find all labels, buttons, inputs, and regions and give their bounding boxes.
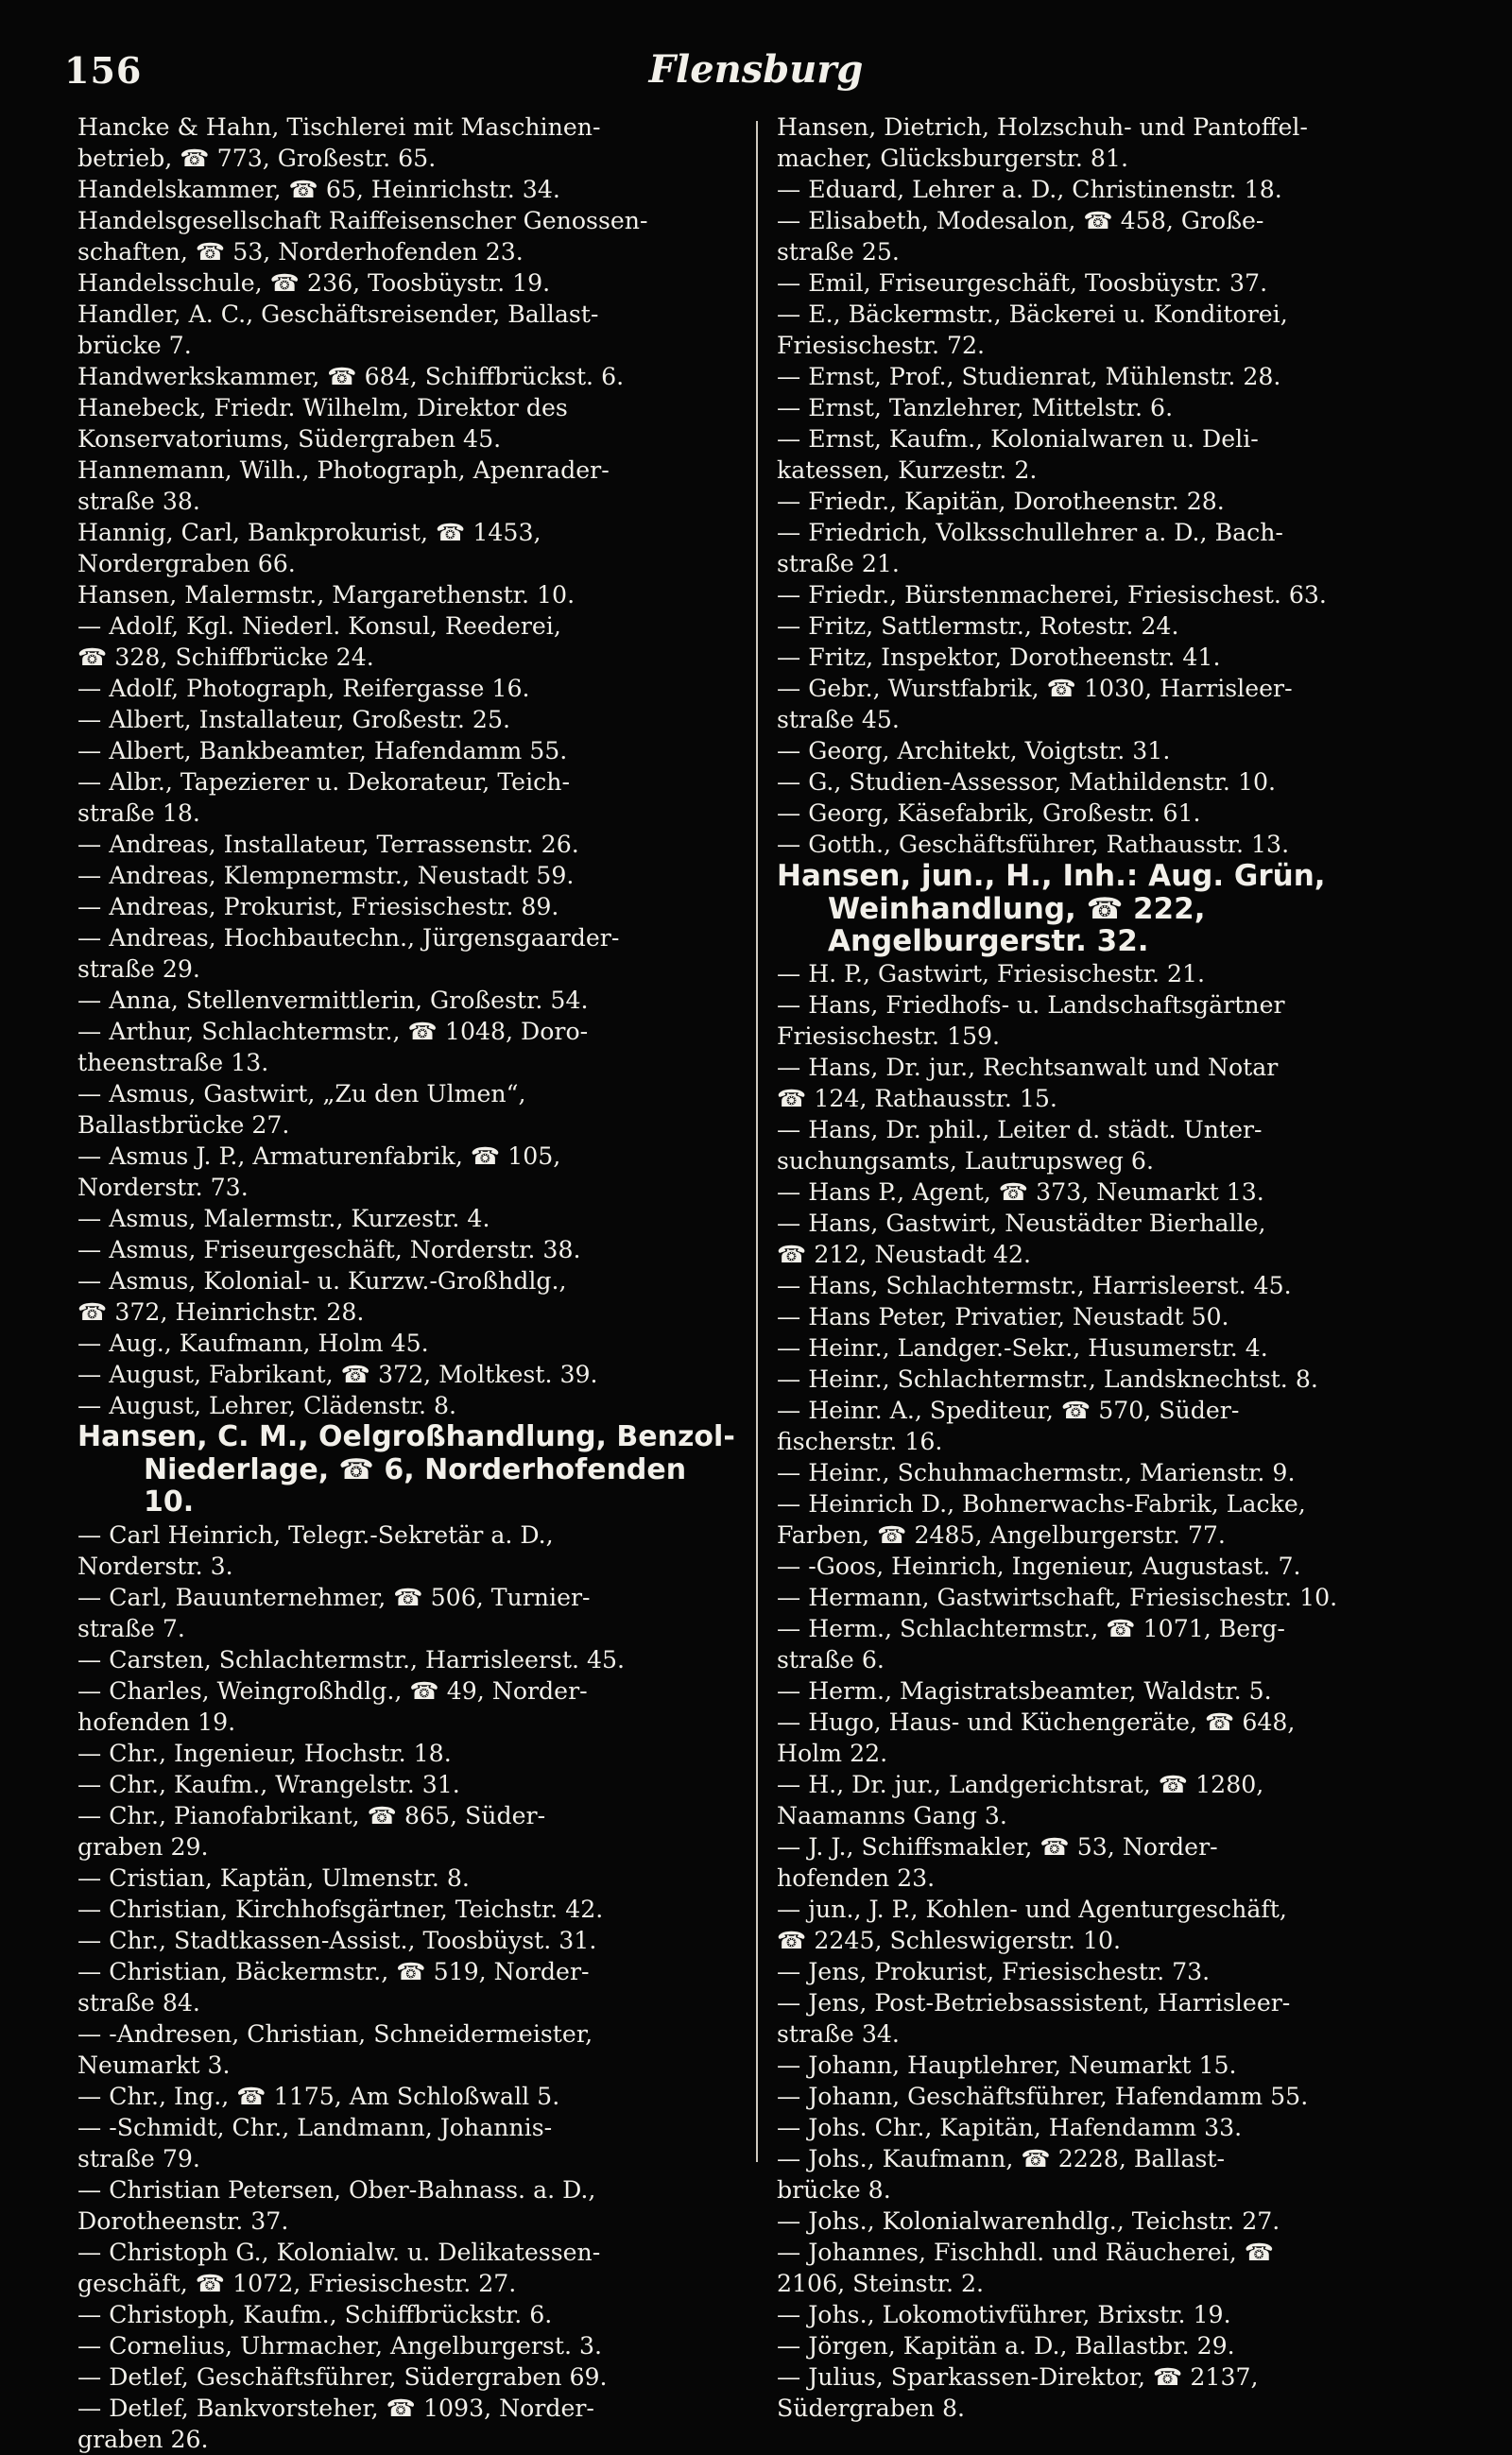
directory-entry: — Hans, Schlachtermstr., Harrisleerst. 45.	[777, 1271, 1292, 1299]
directory-entry: Handelsgesellschaft Raiffeisenscher Genossen-	[77, 207, 648, 234]
directory-entry: Handler, A. C., Geschäftsreisender, Ballast-	[77, 300, 599, 328]
directory-entry: Südergraben 8.	[777, 2394, 966, 2422]
directory-entry: — Ernst, Tanzlehrer, Mittelstr. 6.	[777, 394, 1174, 421]
directory-entry: — Detlef, Bankvorsteher, ☎ 1093, Norder-	[77, 2394, 594, 2422]
directory-entry: brücke 7.	[77, 332, 192, 359]
directory-entry: — -Goos, Heinrich, Ingenieur, Augustast. 7.	[777, 1552, 1301, 1580]
directory-entry: — Fritz, Sattlermstr., Rotestr. 24.	[777, 612, 1179, 640]
directory-entry: — Christoph, Kaufm., Schiffbrückstr. 6.	[77, 2300, 553, 2328]
directory-entry: Dorotheenstr. 37.	[77, 2206, 289, 2235]
directory-entry: — Friedr., Kapitän, Dorotheenstr. 28.	[777, 488, 1225, 515]
directory-entry: brücke 8.	[777, 2175, 891, 2204]
directory-entry: — Cornelius, Uhrmacher, Angelburgerst. 3.	[77, 2331, 603, 2360]
directory-entry: — G., Studien-Assessor, Mathildenstr. 10.	[777, 768, 1276, 796]
directory-entry: — Johs., Kaufmann, ☎ 2228, Ballast-	[777, 2144, 1226, 2172]
directory-entry: — Chr., Kaufm., Wrangelstr. 31.	[77, 1770, 460, 1798]
directory-entry: straße 29.	[77, 955, 200, 983]
directory-entry: betrieb, ☎ 773, Großestr. 65.	[77, 145, 437, 172]
directory-entry: straße 79.	[77, 2144, 200, 2172]
directory-entry: Hancke & Hahn, Tischlerei mit Maschinen-	[77, 113, 601, 141]
directory-entry: hofenden 19.	[77, 1708, 236, 1736]
directory-entry: — Fritz, Inspektor, Dorotheenstr. 41.	[777, 644, 1221, 671]
directory-entry: — Gebr., Wurstfabrik, ☎ 1030, Harrisleer-	[777, 675, 1293, 702]
directory-entry: — Johs., Lokomotivführer, Brixstr. 19.	[777, 2300, 1231, 2328]
directory-entry: — Julius, Sparkassen-Direktor, ☎ 2137,	[777, 2362, 1259, 2391]
directory-entry: — Albert, Installateur, Großestr. 25.	[77, 706, 510, 733]
directory-entry: — Herm., Schlachtermstr., ☎ 1071, Berg-	[777, 1614, 1285, 1642]
directory-entry: — Jörgen, Kapitän a. D., Ballastbr. 29.	[777, 2331, 1235, 2360]
directory-entry: — Georg, Architekt, Voigtstr. 31.	[777, 737, 1171, 764]
directory-entry: Hannig, Carl, Bankprokurist, ☎ 1453,	[77, 519, 541, 546]
directory-entry: Friesischestr. 159.	[777, 1021, 1001, 1050]
directory-entry: ☎ 212, Neustadt 42.	[777, 1240, 1032, 1268]
directory-entry: Naamanns Gang 3.	[777, 1801, 1007, 1829]
directory-entry: — Asmus, Friseurgeschäft, Norderstr. 38.	[77, 1236, 581, 1263]
directory-entry: ☎ 372, Heinrichstr. 28.	[77, 1298, 365, 1326]
directory-entry: macher, Glücksburgerstr. 81.	[777, 145, 1128, 172]
directory-entry: straße 6.	[777, 1645, 885, 1674]
page-number: 156	[64, 49, 143, 92]
directory-entry: — Johann, Hauptlehrer, Neumarkt 15.	[777, 2051, 1237, 2079]
directory-entry: geschäft, ☎ 1072, Friesischestr. 27.	[77, 2269, 517, 2297]
directory-entry: — Friedrich, Volksschullehrer a. D., Bach-	[777, 519, 1283, 546]
directory-entry: — Adolf, Kgl. Niederl. Konsul, Reederei,	[77, 612, 561, 640]
directory-entry: — Albr., Tapezierer u. Dekorateur, Teich-	[77, 768, 570, 796]
directory-entry: — Cristian, Kaptän, Ulmenstr. 8.	[77, 1863, 470, 1892]
left-column	[77, 112, 739, 2453]
directory-entry: — Herm., Magistratsbeamter, Waldstr. 5.	[777, 1676, 1272, 1705]
directory-entry: — Chr., Stadtkassen-Assist., Toosbüyst. 31.	[77, 1926, 597, 1954]
directory-entry: Handwerkskammer, ☎ 684, Schiffbrückst. 6.	[77, 363, 625, 390]
directory-entry: — Georg, Käsefabrik, Großestr. 61.	[777, 799, 1201, 827]
directory-entry: — Carsten, Schlachtermstr., Harrisleerst. 45.	[77, 1645, 626, 1674]
directory-entry: Handelsschule, ☎ 236, Toosbüystr. 19.	[77, 269, 551, 297]
directory-entry: — Gotth., Geschäftsführer, Rathausstr. 13.	[777, 831, 1290, 858]
directory-entry: — Detlef, Geschäftsführer, Südergraben 69.	[77, 2362, 608, 2391]
directory-entry: straße 34.	[777, 2019, 900, 2048]
directory-entry: — -Andresen, Christian, Schneidermeister,	[77, 2019, 593, 2048]
directory-entry: ☎ 124, Rathausstr. 15.	[777, 1084, 1057, 1112]
directory-entry: — Johs. Chr., Kapitän, Hafendamm 33.	[777, 2113, 1243, 2141]
directory-entry: — Eduard, Lehrer a. D., Christinenstr. 18.	[777, 176, 1282, 203]
directory-entry: straße 25.	[777, 238, 900, 266]
directory-entry: — jun., J. P., Kohlen- und Agenturgeschäft,	[777, 1895, 1287, 1923]
directory-entry: — Andreas, Klempnermstr., Neustadt 59.	[77, 862, 575, 889]
directory-entry: Hannemann, Wilh., Photograph, Apenrader-	[77, 456, 610, 484]
directory-entry: theenstraße 13.	[77, 1049, 269, 1076]
directory-entry: Nordergraben 66.	[77, 550, 296, 577]
directory-entry: graben 26.	[77, 2425, 209, 2453]
directory-entry: — Carl Heinrich, Telegr.-Sekretär a. D.,	[77, 1520, 554, 1549]
directory-entry: Holm 22.	[777, 1739, 888, 1767]
directory-entry: — Carl, Bauunternehmer, ☎ 506, Turnier-	[77, 1583, 591, 1611]
directory-entry: Konservatoriums, Südergraben 45.	[77, 425, 502, 453]
directory-entry: — Asmus, Kolonial- u. Kurzw.-Großhdlg.,	[77, 1267, 567, 1295]
directory-entry: — Ernst, Kaufm., Kolonialwaren u. Deli-	[777, 425, 1259, 453]
directory-entry: — Johann, Geschäftsführer, Hafendamm 55.	[777, 2082, 1309, 2110]
directory-entry: Hanebeck, Friedr. Wilhelm, Direktor des	[77, 394, 568, 421]
directory-entry: — August, Lehrer, Clädenstr. 8.	[77, 1392, 457, 1419]
directory-entry: Norderstr. 73.	[77, 1174, 249, 1201]
directory-entry: — Asmus, Gastwirt, „Zu den Ulmen“,	[77, 1080, 526, 1107]
directory-entry: ☎ 328, Schiffbrücke 24.	[77, 644, 374, 671]
directory-entry: Norderstr. 3.	[77, 1552, 233, 1580]
directory-entry: — Hans, Gastwirt, Neustädter Bierhalle,	[777, 1209, 1266, 1237]
directory-entry: — Hermann, Gastwirtschaft, Friesischestr. 10.	[777, 1583, 1338, 1611]
directory-entry: — Friedr., Bürstenmacherei, Friesischest. 63.	[777, 581, 1327, 609]
directory-entry: — Ernst, Prof., Studienrat, Mühlenstr. 28.	[777, 363, 1281, 390]
directory-entry: — Heinr., Schuhmachermstr., Marienstr. 9.	[777, 1458, 1296, 1486]
directory-entry: — J. J., Schiffsmakler, ☎ 53, Norder-	[777, 1832, 1218, 1861]
directory-entry: — H. P., Gastwirt, Friesischestr. 21.	[777, 959, 1206, 987]
directory-entry: graben 29.	[77, 1832, 209, 1861]
directory-entry: — Christian, Bäckermstr., ☎ 519, Norder-	[77, 1957, 590, 1985]
directory-entry: Hansen, Dietrich, Holzschuh- und Pantoffel-	[777, 113, 1308, 141]
directory-entry: — Emil, Friseurgeschäft, Toosbüystr. 37.	[777, 269, 1268, 297]
directory-entry: — Johannes, Fischhdl. und Räucherei, ☎	[777, 2238, 1275, 2266]
directory-entry: — Andreas, Hochbautechn., Jürgensgaarder-	[77, 924, 620, 952]
directory-entry: — Anna, Stellenvermittlerin, Großestr. 54.	[77, 987, 589, 1014]
right-column	[777, 112, 1438, 2422]
directory-entry: 2106, Steinstr. 2.	[777, 2269, 985, 2297]
directory-entry: — Albert, Bankbeamter, Hafendamm 55.	[77, 737, 568, 764]
directory-entry: — H., Dr. jur., Landgerichtsrat, ☎ 1280,	[777, 1770, 1264, 1798]
directory-entry: — -Schmidt, Chr., Landmann, Johannis-	[77, 2113, 553, 2141]
directory-entry: — Hans, Dr. phil., Leiter d. städt. Unter-	[777, 1115, 1263, 1143]
directory-entry: — Heinr., Schlachtermstr., Landsknechtst. 8.	[777, 1365, 1318, 1393]
directory-entry: — Hans P., Agent, ☎ 373, Neumarkt 13.	[777, 1177, 1264, 1206]
directory-entry: — Elisabeth, Modesalon, ☎ 458, Große-	[777, 207, 1264, 234]
directory-entry: Ballastbrücke 27.	[77, 1111, 290, 1139]
directory-entry: — Chr., Pianofabrikant, ☎ 865, Süder-	[77, 1801, 546, 1829]
directory-entry: — Hans, Dr. jur., Rechtsanwalt und Notar	[777, 1053, 1279, 1081]
directory-entry: — Adolf, Photograph, Reifergasse 16.	[77, 675, 530, 702]
directory-entry: — Hans Peter, Privatier, Neustadt 50.	[777, 1302, 1229, 1331]
directory-entry: — Hans, Friedhofs- u. Landschaftsgärtner	[777, 990, 1285, 1019]
directory-entry: — Andreas, Installateur, Terrassenstr. 26.	[77, 831, 579, 858]
directory-entry: — Andreas, Prokurist, Friesischestr. 89.	[77, 893, 559, 920]
directory-entry: — Chr., Ingenieur, Hochstr. 18.	[77, 1739, 452, 1767]
directory-entry: — Christoph G., Kolonialw. u. Delikatessen-	[77, 2238, 601, 2266]
column-divider	[756, 121, 758, 2162]
directory-entry: suchungsamts, Lautrupsweg 6.	[777, 1146, 1154, 1175]
directory-entry: — Christian, Kirchhofsgärtner, Teichstr. 42.	[77, 1895, 604, 1923]
directory-entry: — Asmus J. P., Armaturenfabrik, ☎ 105,	[77, 1142, 561, 1170]
directory-entry: — Hugo, Haus- und Küchengeräte, ☎ 648,	[777, 1708, 1296, 1736]
directory-entry: ☎ 2245, Schleswigerstr. 10.	[777, 1926, 1122, 1954]
directory-entry: straße 21.	[777, 550, 900, 577]
directory-entry: katessen, Kurzestr. 2.	[777, 456, 1038, 484]
directory-entry: — Christian Petersen, Ober-Bahnass. a. D.,	[77, 2175, 596, 2204]
directory-entry: Handelskammer, ☎ 65, Heinrichstr. 34.	[77, 176, 560, 203]
featured-directory-entry: Hansen, C. M., Oelgroßhandlung, Benzol-Niederlage, ☎ 6, Norderhofenden 10.	[77, 1420, 735, 1519]
featured-directory-entry: Hansen, jun., H., Inh.: Aug. Grün, Weinhandlung, ☎ 222, Angelburgerstr. 32.	[777, 859, 1326, 958]
directory-entry: — Aug., Kaufmann, Holm 45.	[77, 1330, 429, 1357]
running-head-city: Flensburg	[648, 47, 864, 92]
directory-entry: straße 7.	[77, 1614, 185, 1642]
directory-entry: — Charles, Weingroßhdlg., ☎ 49, Norder-	[77, 1676, 588, 1705]
directory-entry: — Chr., Ing., ☎ 1175, Am Schloßwall 5.	[77, 2082, 560, 2110]
directory-entry: — August, Fabrikant, ☎ 372, Moltkest. 39.	[77, 1361, 598, 1388]
directory-entry: straße 18.	[77, 799, 200, 827]
directory-entry: Hansen, Malermstr., Margarethenstr. 10.	[77, 581, 576, 609]
directory-entry: — Arthur, Schlachtermstr., ☎ 1048, Doro-	[77, 1018, 589, 1045]
directory-entry: — Asmus, Malermstr., Kurzestr. 4.	[77, 1205, 490, 1232]
directory-entry: straße 38.	[77, 488, 200, 515]
directory-entry: fischerstr. 16.	[777, 1427, 943, 1455]
directory-entry: schaften, ☎ 53, Norderhofenden 23.	[77, 238, 524, 266]
directory-entry: — Heinrich D., Bohnerwachs-Fabrik, Lacke,	[777, 1489, 1306, 1518]
directory-entry: Friesischestr. 72.	[777, 332, 986, 359]
directory-entry: — Johs., Kolonialwarenhdlg., Teichstr. 27.	[777, 2206, 1280, 2235]
directory-entry: straße 45.	[777, 706, 900, 733]
directory-entry: — Heinr., Landger.-Sekr., Husumerstr. 4.	[777, 1333, 1268, 1362]
directory-entry: — Jens, Prokurist, Friesischestr. 73.	[777, 1957, 1211, 1985]
directory-entry: Neumarkt 3.	[77, 2051, 231, 2079]
directory-entry: Farben, ☎ 2485, Angelburgerstr. 77.	[777, 1520, 1226, 1549]
directory-entry: — Heinr. A., Spediteur, ☎ 570, Süder-	[777, 1396, 1240, 1424]
directory-entry: — E., Bäckermstr., Bäckerei u. Konditorei,	[777, 300, 1288, 328]
directory-entry: — Jens, Post-Betriebsassistent, Harrisleer-	[777, 1988, 1291, 2017]
directory-entry: straße 84.	[77, 1988, 200, 2017]
directory-entry: hofenden 23.	[777, 1863, 936, 1892]
